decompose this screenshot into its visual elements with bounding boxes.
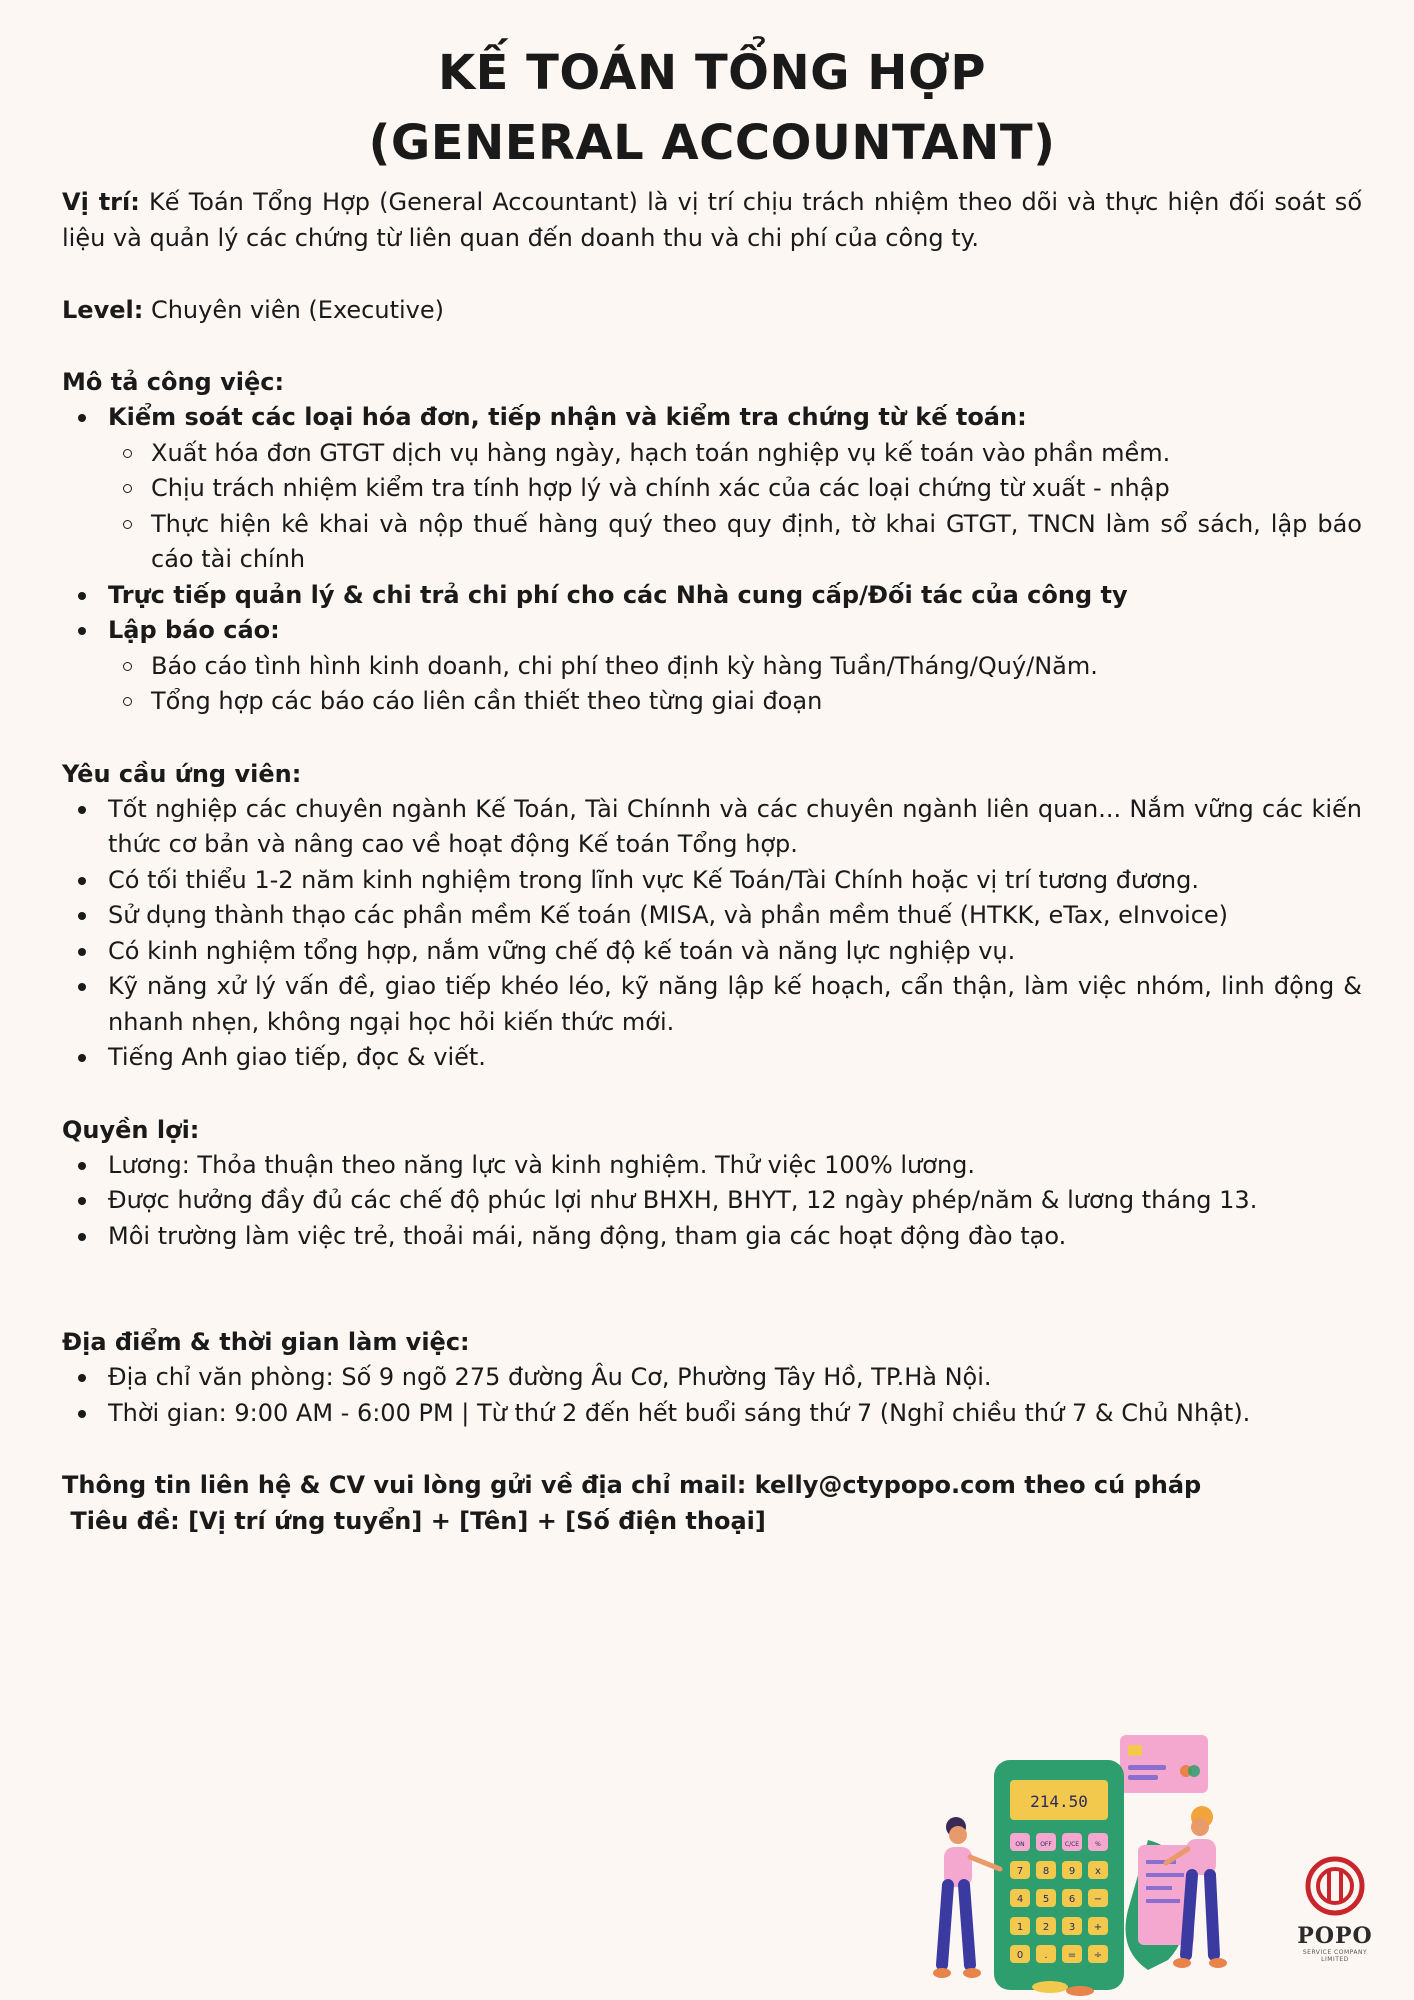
calculator-key-label: ON: [1015, 1841, 1025, 1848]
level-paragraph: [62, 292, 1362, 328]
calculator-key-label: =: [1067, 1950, 1077, 1961]
list-item: Trực tiếp quản lý & chi trả chi phí cho các Nhà cung cấp/Đối tác của công ty: [62, 578, 1362, 614]
calculator-key-label: OFF: [1040, 1841, 1052, 1848]
requirements-title: Yêu cầu ứng viên:: [62, 759, 302, 788]
calculator-key-label: 0: [1016, 1950, 1024, 1961]
calculator-key-label: 5: [1042, 1894, 1050, 1905]
list-item: Tiếng Anh giao tiếp, đọc & viết.: [62, 1040, 1362, 1076]
calculator-key-label: .: [1044, 1950, 1048, 1961]
position-text: Kế Toán Tổng Hợp (General Accountant) là vị trí chịu trách nhiệm theo dõi và thực hiện đối soát số liệu và quản lý các chứng từ liên quan đến doanh thu và chi phí của công ty.: [62, 188, 1362, 252]
level-text: Chuyên viên (Executive): [143, 296, 444, 324]
list-item: Có tối thiểu 1-2 năm kinh nghiệm trong lĩnh vực Kế Toán/Tài Chính hoặc vị trí tương đương.: [62, 863, 1362, 899]
calculator-key-label: −: [1093, 1894, 1103, 1905]
benefits-title: Quyền lợi:: [62, 1115, 200, 1144]
requirements-list: [62, 792, 1362, 1076]
contact-line-1: Thông tin liên hệ & CV vui lòng gửi về địa chỉ mail: kelly@ctypopo.com theo cú pháp: [62, 1471, 1202, 1499]
list-item: Xuất hóa đơn GTGT dịch vụ hàng ngày, hạch toán nghiệp vụ kế toán vào phần mềm.: [108, 436, 1362, 472]
location-list: [62, 1360, 1362, 1431]
list-item: Chịu trách nhiệm kiểm tra tính hợp lý và chính xác của các loại chứng từ xuất - nhập: [108, 471, 1362, 507]
list-item: Tốt nghiệp các chuyên ngành Kế Toán, Tài Chínnh và các chuyên ngành liên quan... Nắm vững các kiến thức cơ bản và nâng cao về hoạt động Kế toán Tổng hợp.: [62, 792, 1362, 863]
level-label: Level:: [62, 296, 144, 324]
calculator-key-label: 1: [1016, 1922, 1024, 1933]
calculator-key-label: 9: [1068, 1866, 1076, 1877]
list-item: Lương: Thỏa thuận theo năng lực và kinh nghiệm. Thử việc 100% lương.: [62, 1148, 1362, 1184]
calculator-key-label: 2: [1042, 1922, 1050, 1933]
list-item: Môi trường làm việc trẻ, thoải mái, năng động, tham gia các hoạt động đào tạo.: [62, 1219, 1362, 1255]
job-posting: [62, 38, 1362, 1539]
title-line-2: (GENERAL ACCOUNTANT): [368, 115, 1056, 171]
list-item: Kỹ năng xử lý vấn đề, giao tiếp khéo léo, kỹ năng lập kế hoạch, cẩn thận, làm việc nhóm, linh động & nhanh nhẹn, không ngại học hỏi kiến thức mới.: [62, 969, 1362, 1040]
popo-logo: [1290, 1855, 1380, 1985]
location-title: Địa điểm & thời gian làm việc:: [62, 1328, 470, 1356]
calculator-key-label: %: [1095, 1841, 1101, 1848]
calculator-key-label: C/CE: [1064, 1841, 1080, 1848]
benefits-list: [62, 1148, 1362, 1255]
list-item: Kiểm soát các loại hóa đơn, tiếp nhận và kiểm tra chứng từ kế toán: Xuất hóa đơn GTGT dịch vụ hàng ngày, hạch toán nghiệp vụ kế toán vào phần mềm. Chịu trách nhiệm kiểm tra tính hợp lý và chính xác của các loại chứng từ xuất - nhập Thực hiện kê khai và nộp thuế hàng quý theo quy định, tờ khai GTGT, TNCN làm sổ sách, lập báo cáo tài chính: [62, 400, 1362, 578]
popo-logo-icon: [1304, 1855, 1366, 1917]
list-item: Lập báo cáo: Báo cáo tình hình kinh doanh, chi phí theo định kỳ hàng Tuần/Tháng/Quý/Năm. Tổng hợp các báo cáo liên cần thiết theo từng giai đoạn: [62, 613, 1362, 720]
calculator-key-label: ÷: [1093, 1950, 1103, 1961]
position-label: Vị trí:: [62, 188, 140, 216]
person-left-icon: [933, 1817, 1000, 1978]
list-item: Thời gian: 9:00 AM - 6:00 PM | Từ thứ 2 đến hết buổi sáng thứ 7 (Nghỉ chiều thứ 7 & Chủ Nhật).: [62, 1396, 1362, 1432]
contact-line-2: Tiêu đề: [Vị trí ứng tuyển] + [Tên] + [Số điện thoại]: [62, 1507, 766, 1535]
title-line-1: KẾ TOÁN TỔNG HỢP: [437, 45, 987, 101]
accounting-illustration: [930, 1725, 1250, 2000]
calculator-display: 214.50: [1030, 1792, 1088, 1811]
list-item: Có kinh nghiệm tổng hợp, nắm vững chế độ kế toán và năng lực nghiệp vụ.: [62, 934, 1362, 970]
list-item: Sử dụng thành thạo các phần mềm Kế toán (MISA, và phần mềm thuế (HTKK, eTax, eInvoice): [62, 898, 1362, 934]
calculator-key-label: 7: [1016, 1866, 1024, 1877]
logo-subtitle: SERVICE COMPANY LIMITED: [1302, 1949, 1368, 1963]
list-item: Báo cáo tình hình kinh doanh, chi phí theo định kỳ hàng Tuần/Tháng/Quý/Năm.: [108, 649, 1362, 685]
logo-name: POPO: [1297, 1923, 1373, 1949]
position-paragraph: [62, 184, 1362, 256]
list-item: Địa chỉ văn phòng: Số 9 ngõ 275 đường Âu Cơ, Phường Tây Hồ, TP.Hà Nội.: [62, 1360, 1362, 1396]
job-description-list: [62, 400, 1362, 720]
calculator-icon: [994, 1760, 1124, 1990]
calculator-key-label: x: [1095, 1866, 1101, 1877]
credit-card-icon: [1120, 1735, 1208, 1793]
list-item: Được hưởng đầy đủ các chế độ phúc lợi như BHXH, BHYT, 12 ngày phép/năm & lương tháng 13.: [62, 1183, 1362, 1219]
job-description-title: Mô tả công việc:: [62, 368, 285, 396]
calculator-key-label: 4: [1016, 1894, 1024, 1905]
calculator-key-label: 6: [1068, 1894, 1076, 1905]
calculator-key-label: +: [1093, 1922, 1103, 1933]
calculator-key-label: 3: [1068, 1922, 1076, 1933]
list-item: Thực hiện kê khai và nộp thuế hàng quý theo quy định, tờ khai GTGT, TNCN làm sổ sách, lập báo cáo tài chính: [108, 507, 1362, 578]
calculator-key-label: 8: [1042, 1866, 1050, 1877]
list-item: Tổng hợp các báo cáo liên cần thiết theo từng giai đoạn: [108, 684, 1362, 720]
